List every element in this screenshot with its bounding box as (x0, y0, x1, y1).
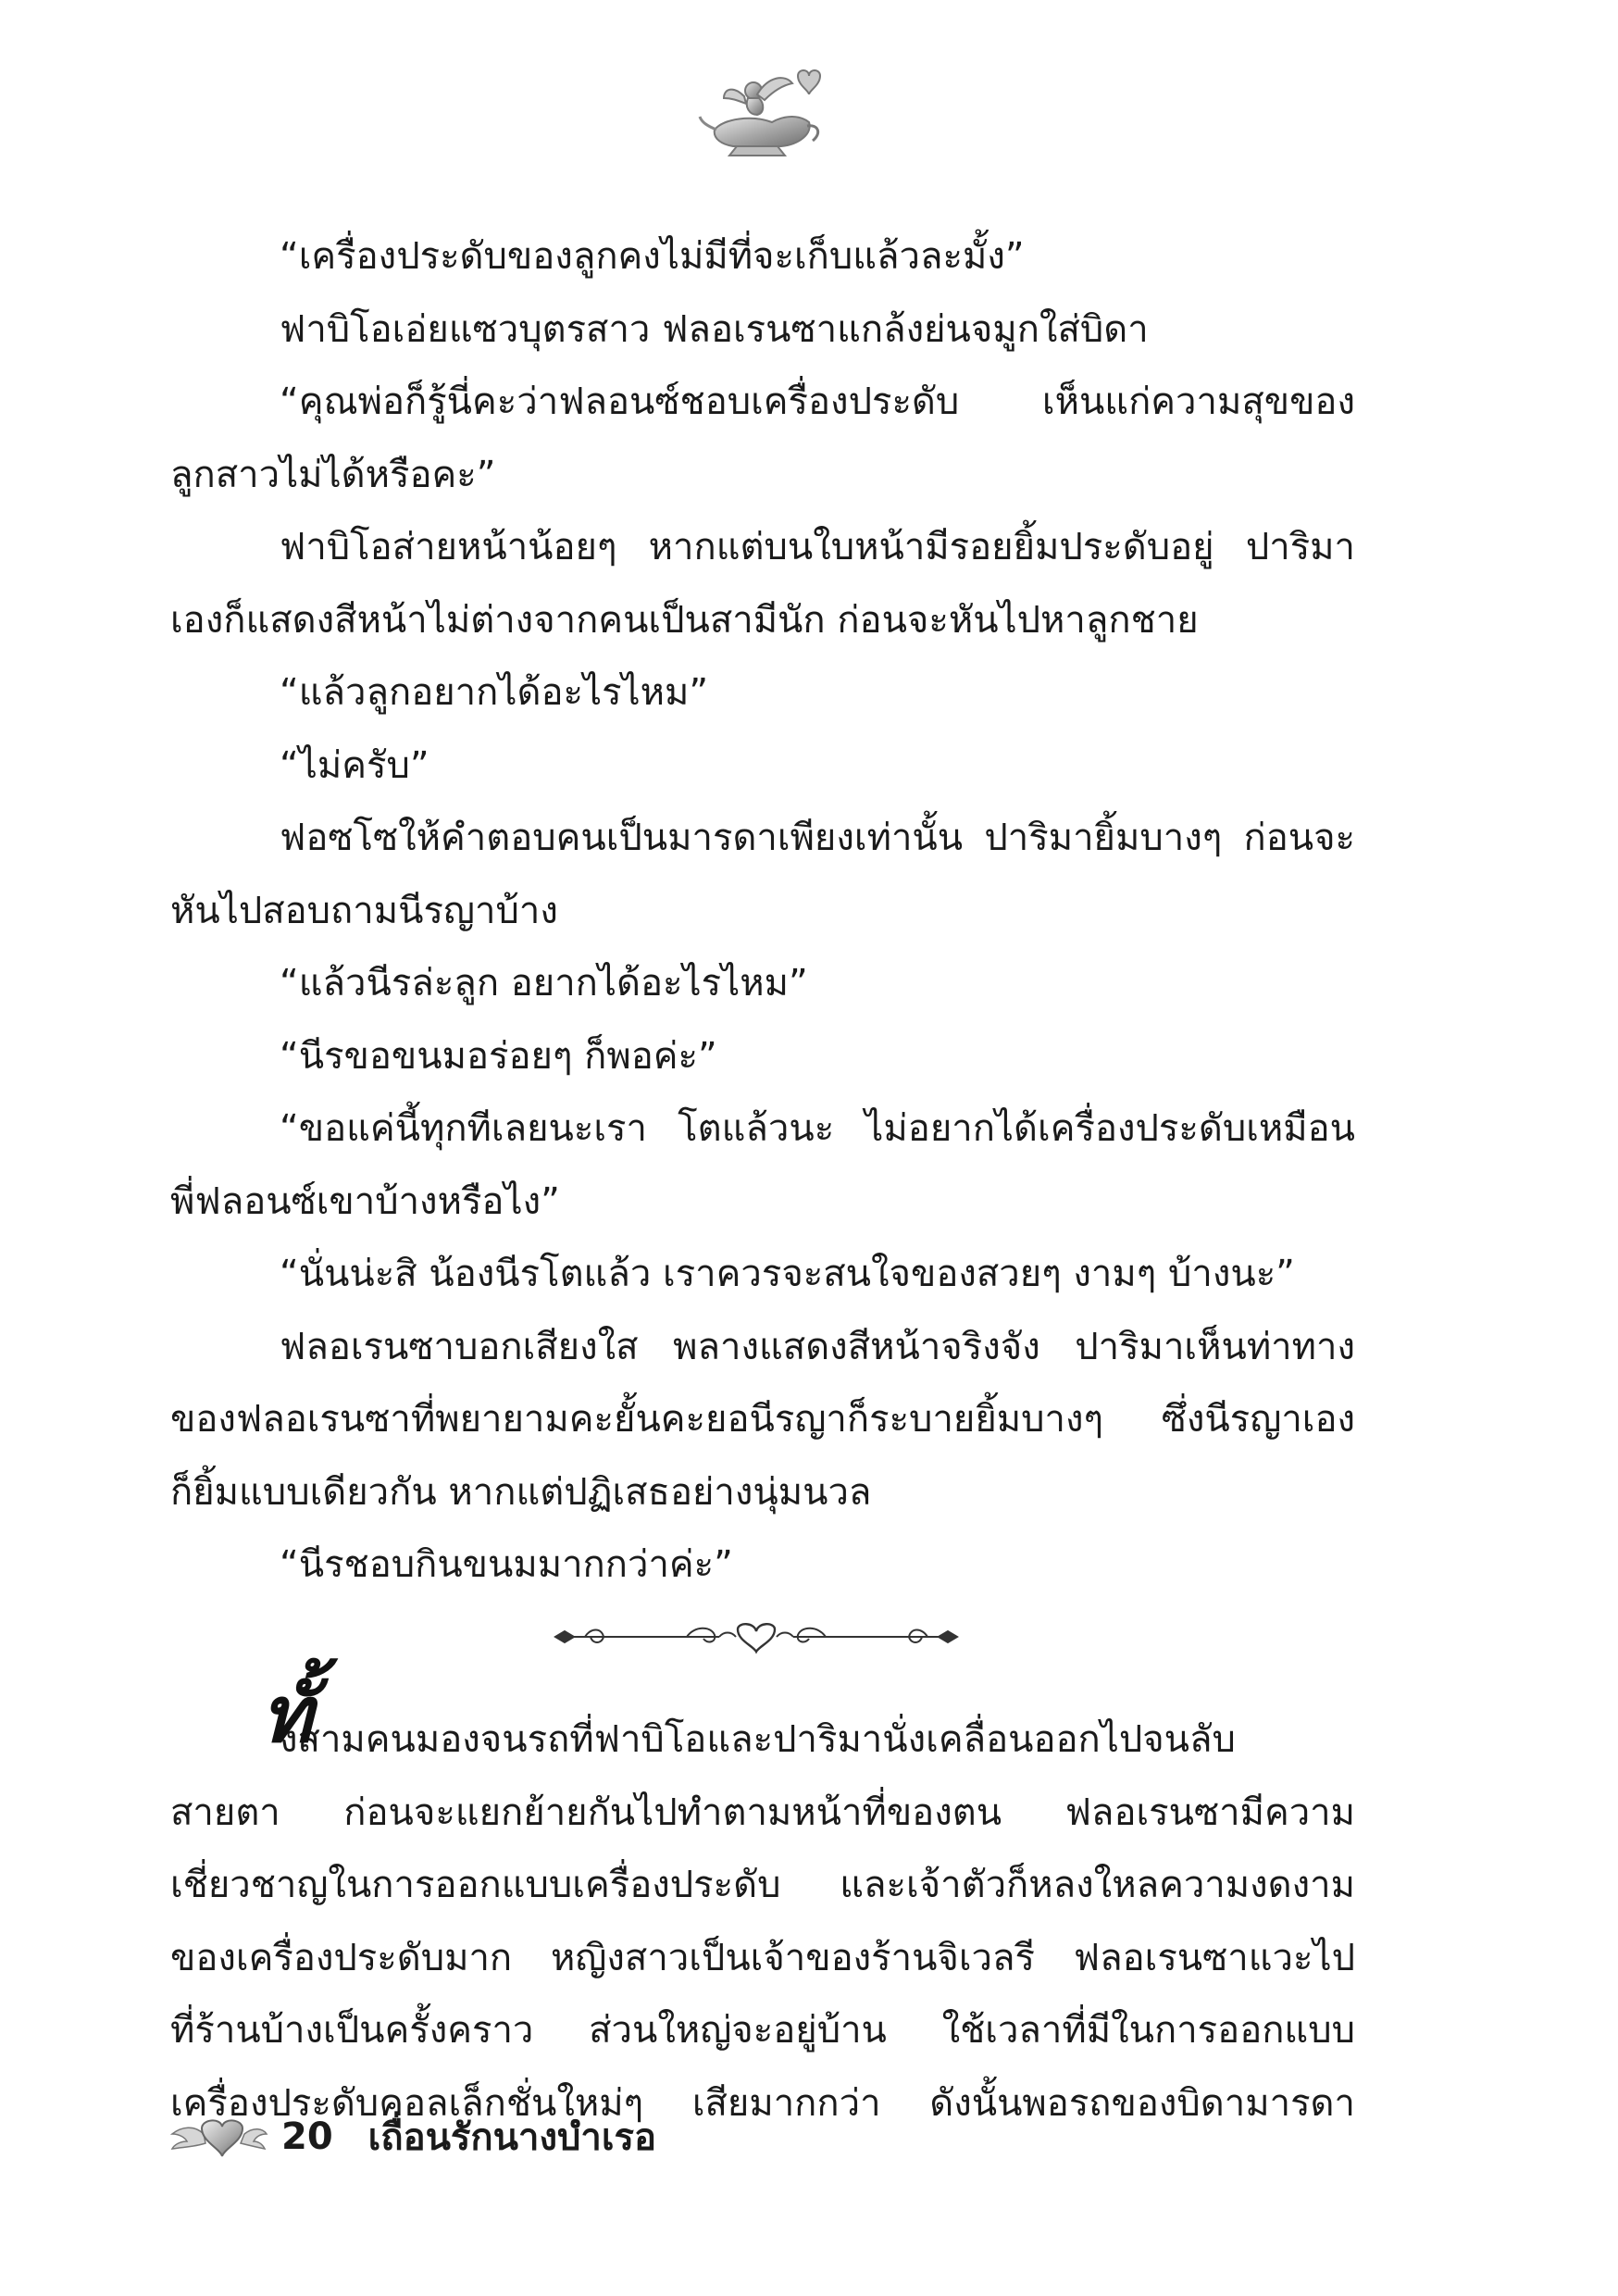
paragraph-line: “ขอแค่นี้ทุกทีเลยนะเรา โตแล้วนะ ไม่อยากได้เครื่องประดับเหมือน (280, 1107, 1355, 1150)
paragraph-line: ฟาบิโอส่ายหน้าน้อยๆ หากแต่บนใบหน้ามีรอยยิ้มประดับอยู่ ปาริมา (280, 526, 1355, 568)
paragraph-line: “นั่นน่ะสิ น้องนีรโตแล้ว เราควรจะสนใจของสวยๆ งามๆ บ้างนะ” (280, 1253, 1295, 1295)
paragraph-line: “แล้วนีรล่ะลูก อยากได้อะไรไหม” (280, 962, 808, 1004)
page-number: 20 (281, 2115, 333, 2158)
heart-scrollwork-divider-icon (548, 1618, 965, 1655)
paragraph-line: เครื่องประดับคอลเล็กชั่นใหม่ๆ เสียมากกว่า ดังนั้นพอรถของบิดามารดา (170, 2081, 1355, 2125)
paragraph-line: ลูกสาวไม่ได้หรือคะ” (170, 453, 496, 496)
paragraph-line: “คุณพ่อก็รู้นี่คะว่าฟลอนซ์ชอบเครื่องประดับ เห็นแก่ความสุขของ (280, 381, 1355, 423)
paragraph-line: สายตา ก่อนจะแยกย้ายกันไปทำตามหน้าที่ของตน ฟลอเรนซามีความ (170, 1791, 1355, 1834)
paragraph-line: “นีรชอบกินขนมมากกว่าค่ะ” (280, 1543, 733, 1586)
paragraph-line: ของฟลอเรนซาที่พยายามคะยั้นคะยอนีรญาก็ระบายยิ้มบางๆ ซึ่งนีรญาเอง (170, 1398, 1355, 1441)
paragraph-line: “ไม่ครับ” (280, 743, 429, 787)
body-text-before-break (170, 220, 1355, 1602)
paragraph-line: เชี่ยวชาญในการออกแบบเครื่องประดับ และเจ้าตัวก็หลงใหลความงดงาม (170, 1864, 1355, 1906)
drop-cap: ทั้ (261, 1668, 313, 1760)
paragraph-line: “เครื่องประดับของลูกคงไม่มีที่จะเก็บแล้วละมั้ง” (280, 235, 1025, 278)
paragraph-line: ของเครื่องประดับมาก หญิงสาวเป็นเจ้าของร้านจิเวลรี ฟลอเรนซาแวะไป (170, 1936, 1355, 1979)
dropcap-line (170, 1668, 1355, 1777)
paragraph-line: ฟลอเรนซาบอกเสียงใส พลางแสดงสีหน้าจริงจัง ปาริมาเห็นท่าทาง (280, 1325, 1355, 1368)
page-footer (167, 2109, 656, 2165)
paragraph-line: ที่ร้านบ้างเป็นครั้งคราว ส่วนใหญ่จะอยู่บ้าน ใช้เวลาที่มีในการออกแบบ (170, 2009, 1355, 2052)
dropcap-line-text: งสามคนมองจนรถที่ฟาบิโอและปาริมานั่งเคลื่อนออกไปจนลับ (280, 1718, 1236, 1761)
running-book-title: เถื่อนรักนางบำเรอ (367, 2116, 656, 2159)
paragraph-line: ฟอซโซให้คำตอบคนเป็นมารดาเพียงเท่านั้น ปาริมายิ้มบางๆ ก่อนจะ (280, 817, 1355, 859)
cupid-lamp-ornament-icon (696, 57, 826, 159)
body-text-after-break (170, 1668, 1355, 2140)
paragraph-line: “นีรขอขนมอร่อยๆ ก็พอค่ะ” (280, 1034, 717, 1078)
paragraph-line: เองก็แสดงสีหน้าไม่ต่างจากคนเป็นสามีนัก ก่อนจะหันไปหาลูกชาย (170, 598, 1199, 642)
winged-heart-icon (167, 2114, 268, 2160)
paragraph-line: หันไปสอบถามนีรญาบ้าง (170, 889, 558, 932)
paragraph-line: ก็ยิ้มแบบเดียวกัน หากแต่ปฏิเสธอย่างนุ่มนวล (170, 1470, 872, 1514)
paragraph-line: พี่ฟลอนซ์เขาบ้างหรือไง” (170, 1179, 560, 1223)
paragraph-line: “แล้วลูกอยากได้อะไรไหม” (280, 671, 709, 714)
paragraph-line: ฟาบิโอเอ่ยแซวบุตรสาว ฟลอเรนซาแกล้งย่นจมูกใส่บิดา (280, 307, 1149, 351)
